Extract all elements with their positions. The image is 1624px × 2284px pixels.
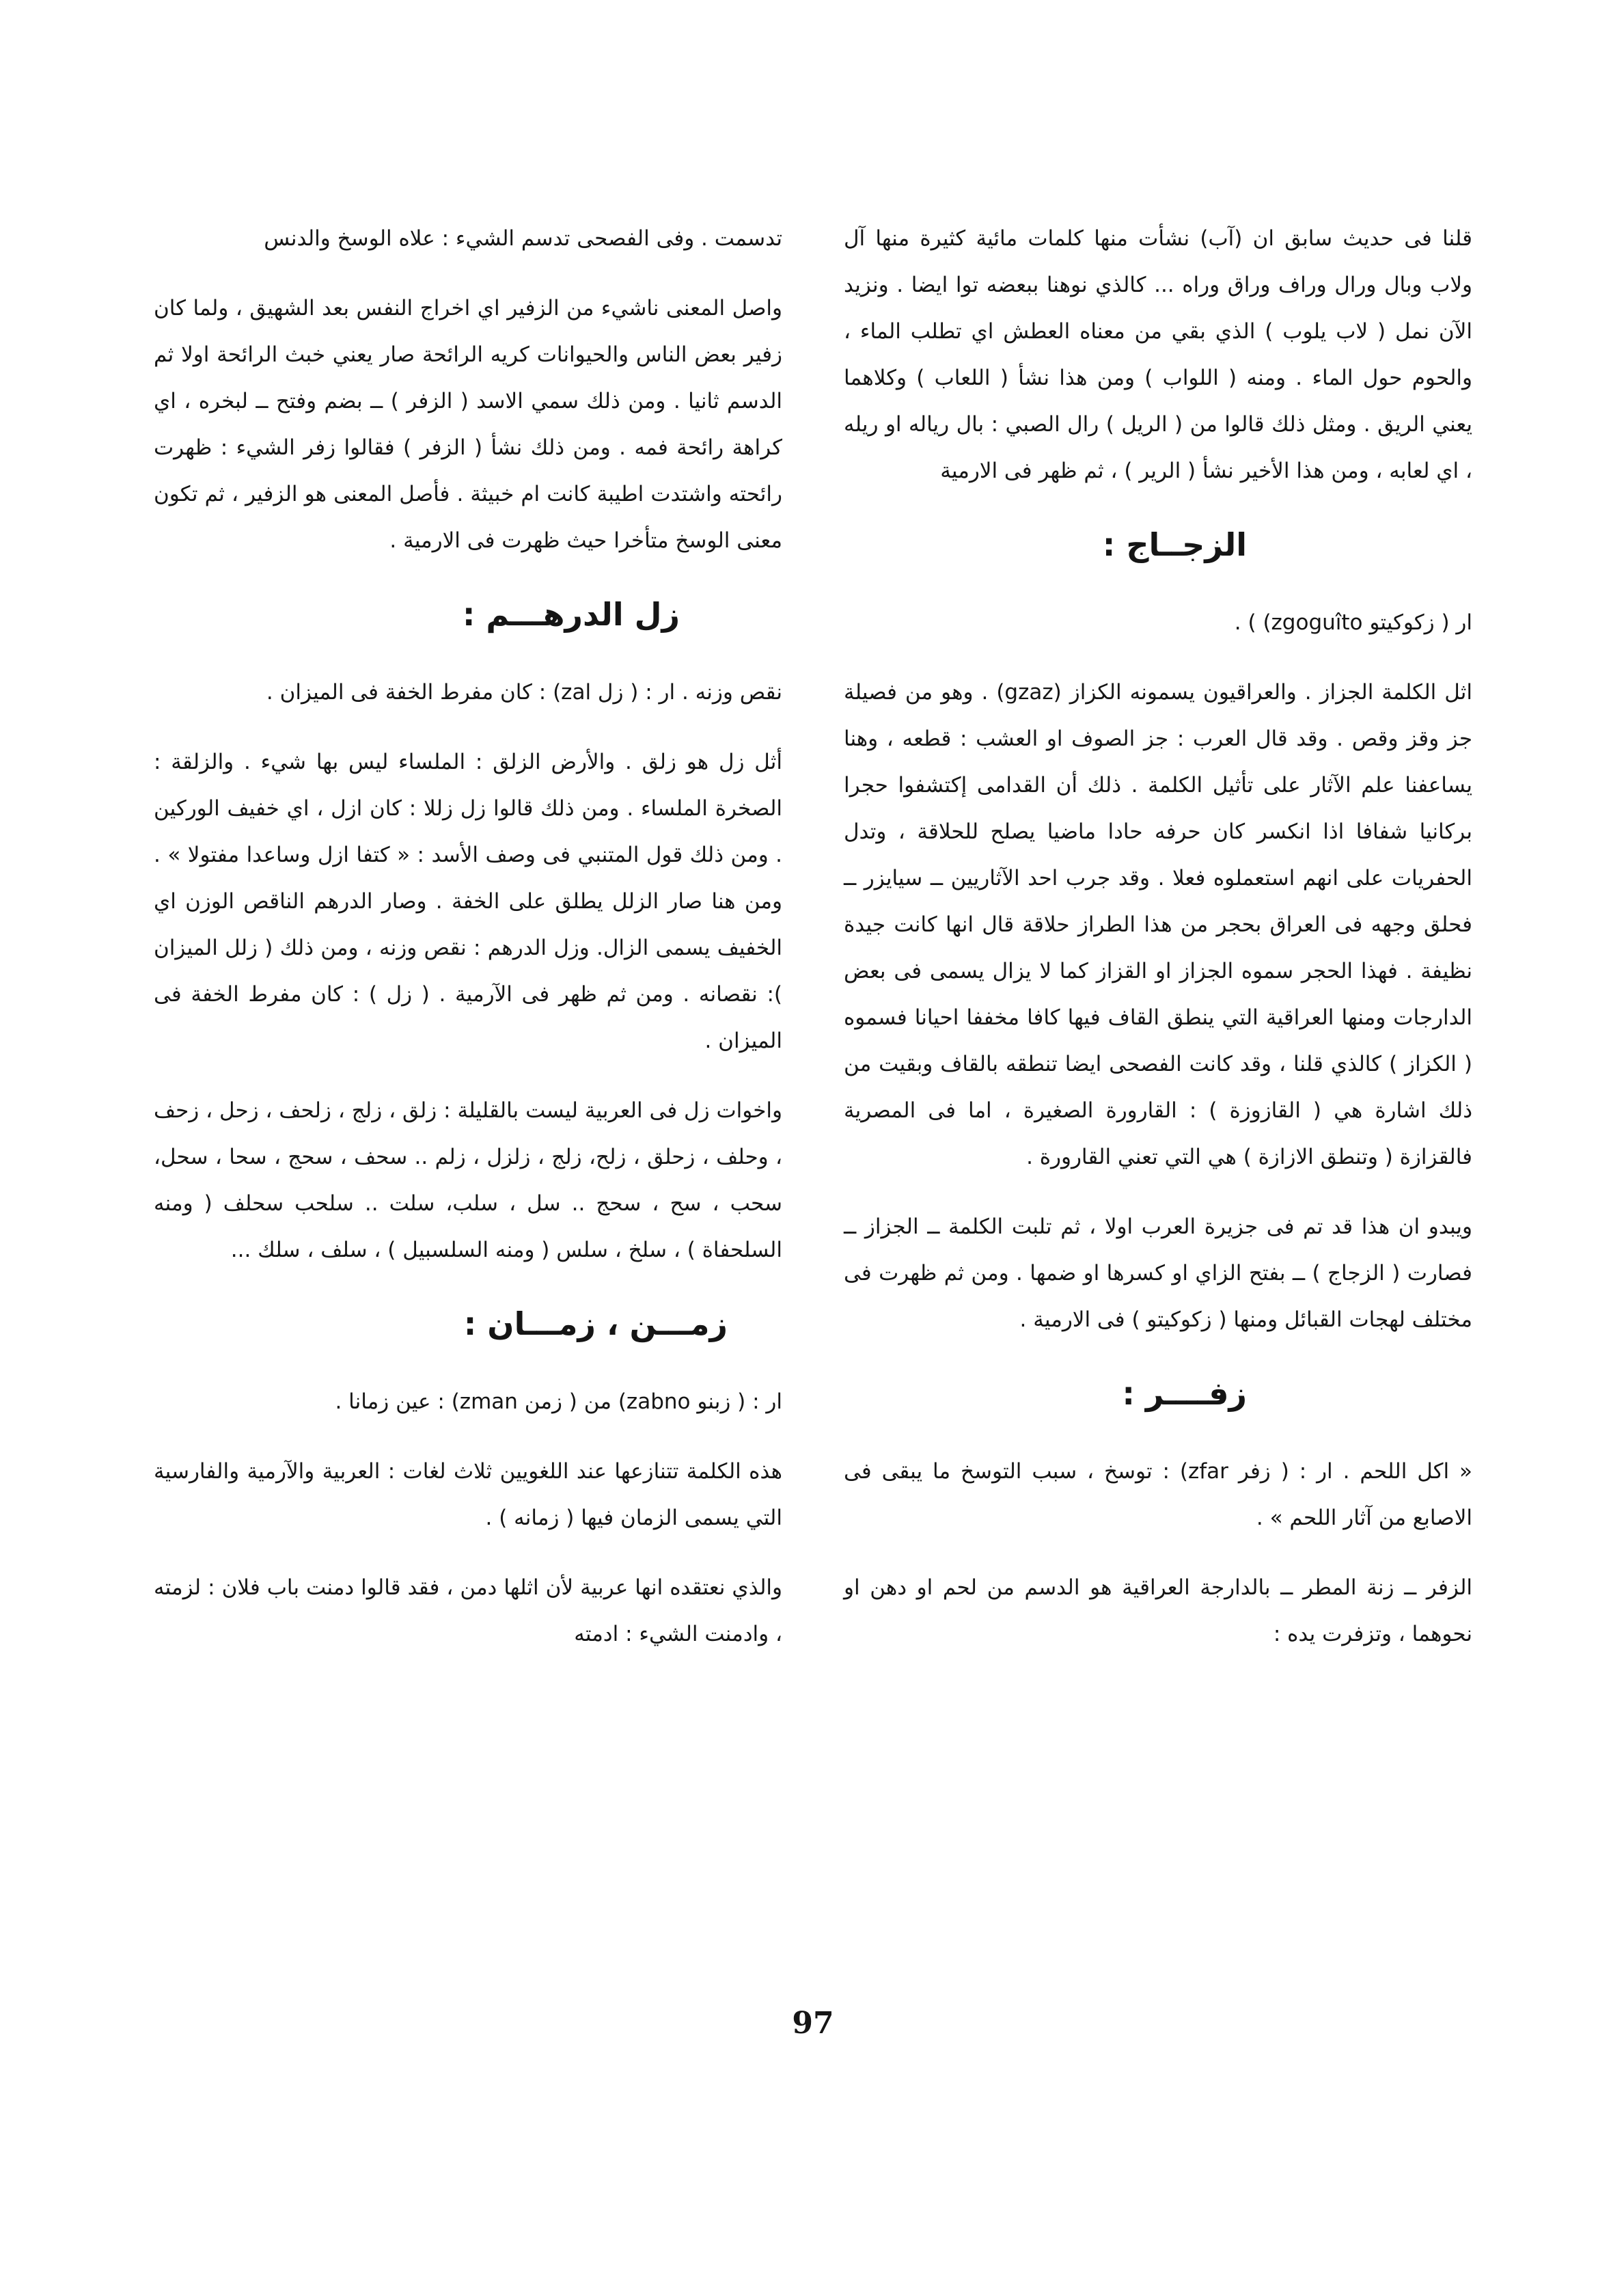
entry-heading-zaman: زمـــن ، زمـــان : bbox=[463, 1305, 728, 1342]
zafar-paragraph-3: واصل المعنى ناشيء من الزفير اي اخراج النفس بعد الشهيق ، ولما كان زفير بعض الناس والحيوانات كريه الرائحة صار يعني خبث الرائحة اولا ثم الدسم ثانيا . ومن ذلك سمي الاسد ( الزفر ) ــ بضم وفتح ــ لبخره ، اي كراهة رائحة فمه . ومن ذلك نشأ ( الزفر ) فقالوا زفر الشيء : ظهرت رائحته واشتدت اطيبة كانت ام خبيثة . فأصل المعنى هو الزفير ، ثم تكون معنى الوسخ متأخرا حيث ظهرت فى الارمية . bbox=[154, 296, 782, 553]
zal-paragraph-1 bbox=[154, 669, 782, 716]
zaman-p1-latin-a: (zabno bbox=[618, 1389, 691, 1414]
right-column bbox=[844, 215, 1472, 1681]
zujaj-aramaic bbox=[844, 599, 1472, 646]
zafar-p1-end: : توسخ ، سبب التوسخ ما يبقى فى الاصابع من آثار اللحم » . bbox=[844, 1459, 1472, 1530]
zaman-p1-latin-b: (zman bbox=[451, 1389, 518, 1414]
zal-p1-end: : كان مفرط الخفة فى الميزان . bbox=[266, 680, 547, 705]
zal-paragraph-2: أثل زل هو زلق . والأرض الزلق : الملساء ليس بها شيء . والزلقة : الصخرة الملساء . ومن ذلك قالوا زل زللا : كان ازل ، اي خفيف الوركين . ومن ذلك قول المتنبي فى وصف الأسد : « كتفا ازل وساعدا مفتولا » . ومن هنا صار الزلل يطلق على الخفة . وصار الدرهم الناقص الوزن اي الخفيف يسمى الزال. وزل الدرهم : نقص وزنه ، ومن ذلك ( زلل الميزان ): نقصانه . ومن ثم ظهر فى الآرمية . ( زل ) : كان مفرط الخفة فى الميزان . bbox=[154, 750, 782, 1053]
zafar-paragraph-2: الزفر ــ زنة المطر ــ بالدارجة العراقية هو الدسم من لحم او دهن او نحوهما ، وتزفرت يده : bbox=[844, 1575, 1472, 1646]
entry-heading-zal: زل الدرهـــم : bbox=[462, 596, 680, 633]
zujaj-aramaic-end: ) . bbox=[1234, 610, 1256, 635]
zaman-paragraph-2: هذه الكلمة تتنازعها عند اللغويين ثلاث لغات : العربية والآرمية والفارسية التي يسمى الزمان فيها ( زمانه ) . bbox=[154, 1459, 782, 1530]
entry-heading-zafar: زفــــر : bbox=[1122, 1375, 1247, 1412]
zafar-continuation: تدسمت . وفى الفصحى تدسم الشيء : علاه الوسخ والدنس bbox=[264, 226, 782, 251]
zafar-p1-latin: (zfar bbox=[1179, 1459, 1228, 1484]
zafar-paragraph-1 bbox=[844, 1448, 1472, 1541]
zaman-p1-c: : عين زمانا . bbox=[335, 1389, 445, 1414]
zaman-paragraph-3: والذي نعتقده انها عربية لأن اثلها دمن ، فقد قالوا دمنت باب فلان : لزمته ، وادمنت الشيء : ادمته bbox=[154, 1575, 782, 1646]
zaman-p1-b: من ( زمن bbox=[524, 1389, 611, 1414]
zal-p1-latin: (zal bbox=[553, 680, 592, 705]
zafar-p1-start: « اكل اللحم . ار : ( زفر bbox=[1238, 1459, 1473, 1484]
intro-paragraph: قلنا فى حديث سابق ان (آب) نشأت منها كلمات مائية كثيرة منها آل ولاب وبال ورال وراف وراق وراه ... كالذي نوهنا ببعضه توا ايضا . ونزيد الآن نمل ( لاب يلوب ) الذي بقي من معناه العطش اي تطلب الماء ، والحوم حول الماء . ومنه ( اللواب ) ومن هذا نشأ ( اللعاب ) وكلاهما يعني الريق . ومثل ذلك قالوا من ( الريل ) رال الصبي : بال رياله او ريله ، اي لعابه ، ومن هذا الأخير نشأ ( الرير ) ، ثم ظهر فى الارمية bbox=[844, 226, 1472, 483]
zujaj-aramaic-latin: (zgoguîto bbox=[1263, 610, 1363, 635]
page-number: 97 bbox=[792, 2006, 834, 2041]
zujaj-paragraph-2: ويبدو ان هذا قد تم فى جزيرة العرب اولا ، ثم تلبت الكلمة ــ الجزاز ــ فصارت ( الزجاج ) ــ بفتح الزاي او كسرها او ضمها . ومن ثم ظهرت فى مختلف لهجات القبائل ومنها ( زكوكيتو ) فى الارمية . bbox=[844, 1214, 1472, 1332]
zal-p1-start: نقص وزنه . ار : ( زل bbox=[597, 680, 782, 705]
zujaj-paragraph-1: اثل الكلمة الجزاز . والعراقيون يسمونه الكزاز (gzaz) . وهو من فصيلة جز وقز وقص . وقد قال العرب : جز الصوف او العشب : قطعه ، وهنا يساعفنا علم الآثار على تأثيل الكلمة . ذلك أن القدامى إكتشفوا حجرا بركانيا شفافا اذا انكسر كان حرفه حادا ماضيا يصلح للحلاقة ، وتدل الحفريات على انهم استعملوه فعلا . وقد جرب احد الآثاريين ــ سيايزر ــ فحلق وجهه فى العراق بحجر من هذا الطراز حلاقة قال انها كانت جيدة نظيفة . فهذا الحجر سموه الجزاز او القزاز كما لا يزال يسمى فى بعض الدارجات ومنها العراقية التي ينطق القاف فيها كافا مخففا احيانا فسموه ( الكزاز ) كالذي قلنا ، وقد كانت الفصحى ايضا تنطقه بالقاف وبقيت من ذلك اشارة هي ( القازوزة ) : القارورة الصغيرة ، اما فى المصرية فالقزازة ( وتنطق الازازة ) هي التي تعني القارورة . bbox=[844, 680, 1473, 1169]
zaman-p1-a: ار : ( زبنو bbox=[697, 1389, 782, 1414]
entry-heading-zujaj: الزجــاج : bbox=[1102, 526, 1247, 563]
zaman-paragraph-1 bbox=[154, 1378, 782, 1425]
left-column bbox=[154, 215, 782, 1681]
zujaj-aramaic-text: ار ( زكوكيتو bbox=[1369, 610, 1472, 635]
zal-paragraph-3: واخوات زل فى العربية ليست بالقليلة : زلق ، زلج ، زلحف ، زحل ، زحف ، وحلف ، زحلق ، زلح، زلج ، زلزل ، زلم .. سحف ، سحج ، سحا ، سحل، سحب ، سح ، سحج .. سل ، سلب، سلت .. سلحب سحلف ( ومنه السلحفاة ) ، سلخ ، سلس ( ومنه السلسبيل ) ، سلف ، سلك ... bbox=[154, 1098, 782, 1262]
